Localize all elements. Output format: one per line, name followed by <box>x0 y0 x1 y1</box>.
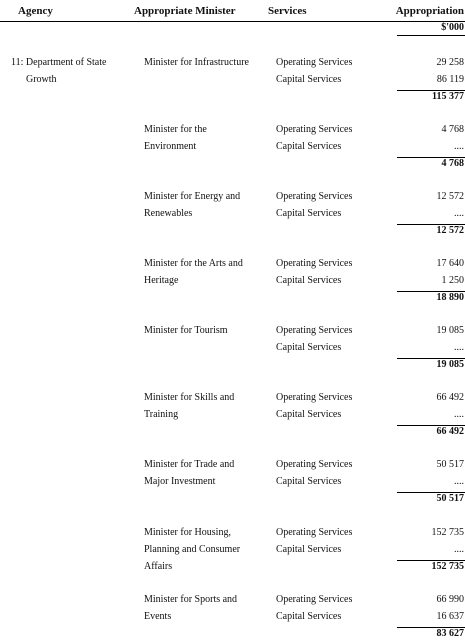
service-operating: Operating Services <box>276 325 353 336</box>
service-operating: Operating Services <box>276 594 353 605</box>
service-capital: Capital Services <box>276 74 342 85</box>
operating-value: 66 990 <box>436 594 464 605</box>
group-total: 18 890 <box>436 292 464 303</box>
operating-value: 66 492 <box>436 392 464 403</box>
service-operating: Operating Services <box>276 459 353 470</box>
minister-name: Minister for Skills and <box>144 392 235 403</box>
group-total: 152 735 <box>431 561 464 572</box>
minister-name: Minister for Infrastructure <box>144 57 249 68</box>
group-total: 12 572 <box>436 225 464 236</box>
service-operating: Operating Services <box>276 392 353 403</box>
minister-name: Environment <box>144 141 197 152</box>
service-capital: Capital Services <box>276 275 342 286</box>
operating-value: 152 735 <box>431 527 464 538</box>
service-capital: Capital Services <box>276 141 342 152</box>
capital-value: 86 119 <box>436 74 464 85</box>
minister-name: Minister for Sports and <box>144 594 238 605</box>
header-agency: Agency <box>18 5 53 17</box>
group-total: 115 377 <box>432 91 464 102</box>
header-rule <box>0 21 465 22</box>
group-total: 66 492 <box>436 426 464 437</box>
table-header <box>0 0 465 21</box>
service-operating: Operating Services <box>276 191 353 202</box>
capital-value: .... <box>454 208 464 219</box>
service-capital: Capital Services <box>276 409 342 420</box>
group-total: 83 627 <box>436 628 464 639</box>
service-capital: Capital Services <box>276 544 342 555</box>
minister-name: Renewables <box>144 208 193 219</box>
minister-name: Minister for Housing, <box>144 527 231 538</box>
minister-name: Heritage <box>144 275 179 286</box>
agency-name-line2: Growth <box>26 74 57 85</box>
header-appropriation: Appropriation <box>395 5 464 17</box>
operating-value: 17 640 <box>436 258 464 269</box>
capital-value: 1 250 <box>441 275 464 286</box>
minister-name: Events <box>144 611 172 622</box>
service-capital: Capital Services <box>276 611 342 622</box>
unit-rule <box>397 35 465 36</box>
service-capital: Capital Services <box>276 342 342 353</box>
operating-value: 19 085 <box>436 325 464 336</box>
service-operating: Operating Services <box>276 527 353 538</box>
service-operating: Operating Services <box>276 57 353 68</box>
operating-value: 50 517 <box>436 459 464 470</box>
minister-name: Minister for the Arts and <box>144 258 243 269</box>
minister-name: Affairs <box>144 561 173 572</box>
operating-value: 4 768 <box>441 124 464 135</box>
agency-name-line1: 11: Department of State <box>11 57 107 68</box>
operating-value: 12 572 <box>436 191 464 202</box>
capital-value: .... <box>454 342 464 353</box>
service-capital: Capital Services <box>276 208 342 219</box>
service-operating: Operating Services <box>276 258 353 269</box>
minister-name: Planning and Consumer <box>144 544 241 555</box>
service-capital: Capital Services <box>276 476 342 487</box>
group-total: 19 085 <box>436 359 464 370</box>
group-total: 4 768 <box>441 158 464 169</box>
minister-name: Minister for Trade and <box>144 459 235 470</box>
capital-value: .... <box>454 544 464 555</box>
minister-name: Training <box>144 409 179 420</box>
capital-value: .... <box>454 476 464 487</box>
minister-name: Minister for the <box>144 124 207 135</box>
group-total: 50 517 <box>436 493 464 504</box>
capital-value: 16 637 <box>436 611 464 622</box>
service-operating: Operating Services <box>276 124 353 135</box>
minister-name: Minister for Tourism <box>144 325 228 336</box>
minister-name: Minister for Energy and <box>144 191 241 202</box>
minister-name: Major Investment <box>144 476 216 487</box>
operating-value: 29 258 <box>436 57 464 68</box>
header-minister: Appropriate Minister <box>134 5 236 17</box>
header-services: Services <box>268 5 307 17</box>
unit-label: $'000 <box>441 22 464 33</box>
capital-value: .... <box>454 409 464 420</box>
capital-value: .... <box>454 141 464 152</box>
